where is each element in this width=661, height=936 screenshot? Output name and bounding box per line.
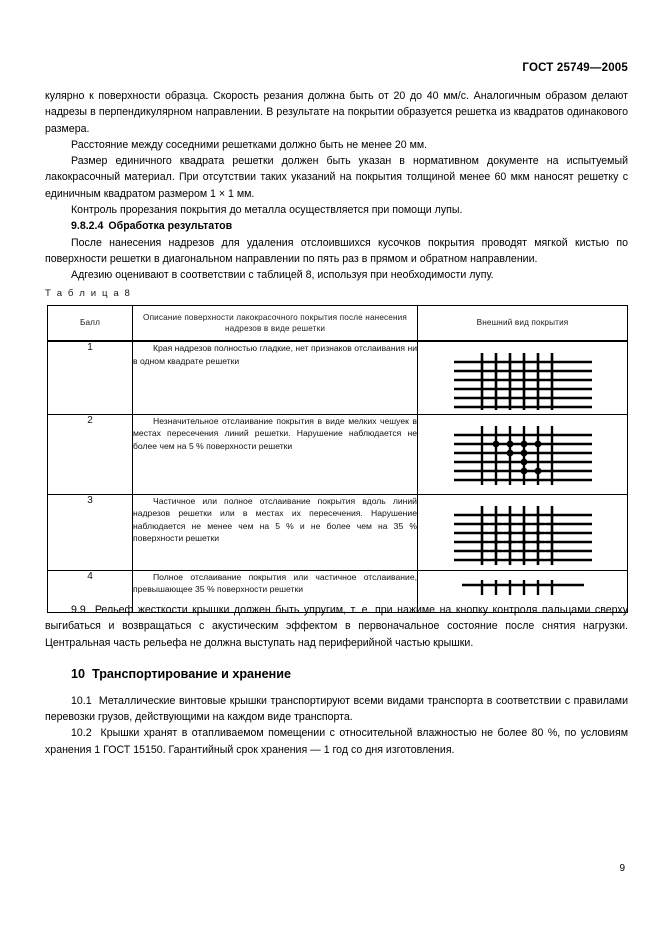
document-header-standard: ГОСТ 25749—2005: [522, 62, 628, 74]
paragraph-10-1: [45, 693, 628, 726]
paragraph-continuation: кулярно к поверхности образца. Скорость резания должна быть от 20 до 40 мм/с. Аналогичным образом делают надрезы в перпендикулярном направлении. В результате на покрытии образуется решетка из квадратов одинакового размера.: [45, 90, 628, 135]
column-header-score: Балл: [48, 306, 133, 342]
cell-appearance: [418, 414, 628, 494]
paragraph-adhesion-evaluation: Адгезию оценивают в соответствии с таблицей 8, используя при необходимости лупу.: [71, 269, 494, 282]
cell-description: Полное отслаивание покрытия или частичное отслаивание, превышающее 35 % поверхности решетки: [133, 570, 418, 612]
cell-description: Края надрезов полностью гладкие, нет признаков отслаивания ни в одном квадрате решетки: [133, 341, 418, 414]
lattice-diagram-small-flakes: [448, 423, 598, 485]
adhesion-rating-table: [47, 305, 628, 613]
clause-number-10-2: 10.2: [71, 727, 92, 740]
table-row: [48, 341, 628, 414]
clause-text-10-1: Металлические винтовые крышки транспортируют всеми видами транспорта в соответствии с правилами перевозки грузов, действующими на каждом виде транспорта.: [45, 694, 628, 724]
cell-appearance: [418, 494, 628, 570]
section-title-10: Транспортирование и хранение: [92, 666, 291, 681]
section-number-10: 10: [71, 666, 86, 681]
column-header-description: Описание поверхности лакокрасочного покрытия после нанесения надрезов в виде решетки: [133, 306, 418, 342]
cell-score: 4: [48, 570, 133, 612]
subsection-title: Обработка результатов: [108, 220, 233, 233]
paragraph-spacing-rule: Расстояние между соседними решетками должно быть не менее 20 мм.: [71, 138, 428, 151]
subsection-heading-9-8-2-4: [45, 218, 628, 234]
paragraph-brush-procedure: После нанесения надрезов для удаления отслоившихся кусочков покрытия проводят мягкой кистью по поверхности решетки в диагональном направлении по пять раз в прямом и обратном направлении.: [45, 236, 628, 265]
cell-score: 2: [48, 414, 133, 494]
trailing-text-column: [45, 602, 628, 758]
page-number: 9: [619, 863, 625, 874]
table-row: [48, 494, 628, 570]
cell-score: 1: [48, 341, 133, 414]
body-text-column: [45, 88, 628, 284]
cell-description: Частичное или полное отслаивание покрытия вдоль линий надрезов решетки или в местах их пересечения. Нарушение наблюдается не менее чем на 5 % и не более чем на 35 % поверхности решетки: [133, 494, 418, 570]
cell-description: Незначительное отслаивание покрытия в виде мелких чешуек в местах пересечения линий решетки. Нарушение наблюдается не более чем на 5 % поверхности решетки: [133, 414, 418, 494]
table-header-row: [48, 306, 628, 342]
lattice-diagram-full-detach: [448, 579, 598, 599]
clause-number-9-9: 9.9: [71, 604, 86, 616]
table-caption: Т а б л и ц а 8: [45, 288, 132, 299]
cell-appearance: [418, 341, 628, 414]
cell-score: 3: [48, 494, 133, 570]
table-row: [48, 414, 628, 494]
paragraph-9-9: [45, 602, 628, 651]
clause-text-9-9: Рельеф жесткости крышки должен быть упругим, т. е. при нажиме на кнопку контроля пальцами сверху выгибаться и возвращаться с акустическим эффектом в первоначальное состояние после снятия нагрузки. Центральная часть рельефа не должна выступать над периферийной частью крышки.: [45, 604, 628, 649]
clause-text-10-2: Крышки хранят в отапливаемом помещении с относительной влажностью не более 80 %, по условиям хранения 1 ГОСТ 15150. Гарантийный срок хранения — 1 год со дня изготовления.: [45, 727, 628, 756]
column-header-appearance: Внешний вид покрытия: [418, 306, 628, 342]
paragraph-square-size: Размер единичного квадрата решетки должен быть указан в нормативном документе на испытуемый лакокрасочный материал. При отсутствии таких указаний на покрытия толщиной менее 60 мкм наносят решетку с единичным квадратом размером 1 × 1 мм.: [45, 155, 628, 200]
flake-marks: [492, 440, 541, 474]
paragraph-10-2: [45, 725, 628, 758]
paragraph-control-check: Контроль прорезания покрытия до металла осуществляется при помощи лупы.: [71, 204, 463, 217]
section-heading-10: [45, 665, 628, 683]
subsection-number: 9.8.2.4: [71, 220, 104, 233]
lattice-diagram-partial-detach: [448, 503, 598, 565]
clause-number-10-1: 10.1: [71, 694, 92, 707]
lattice-diagram-clean: [448, 350, 598, 410]
